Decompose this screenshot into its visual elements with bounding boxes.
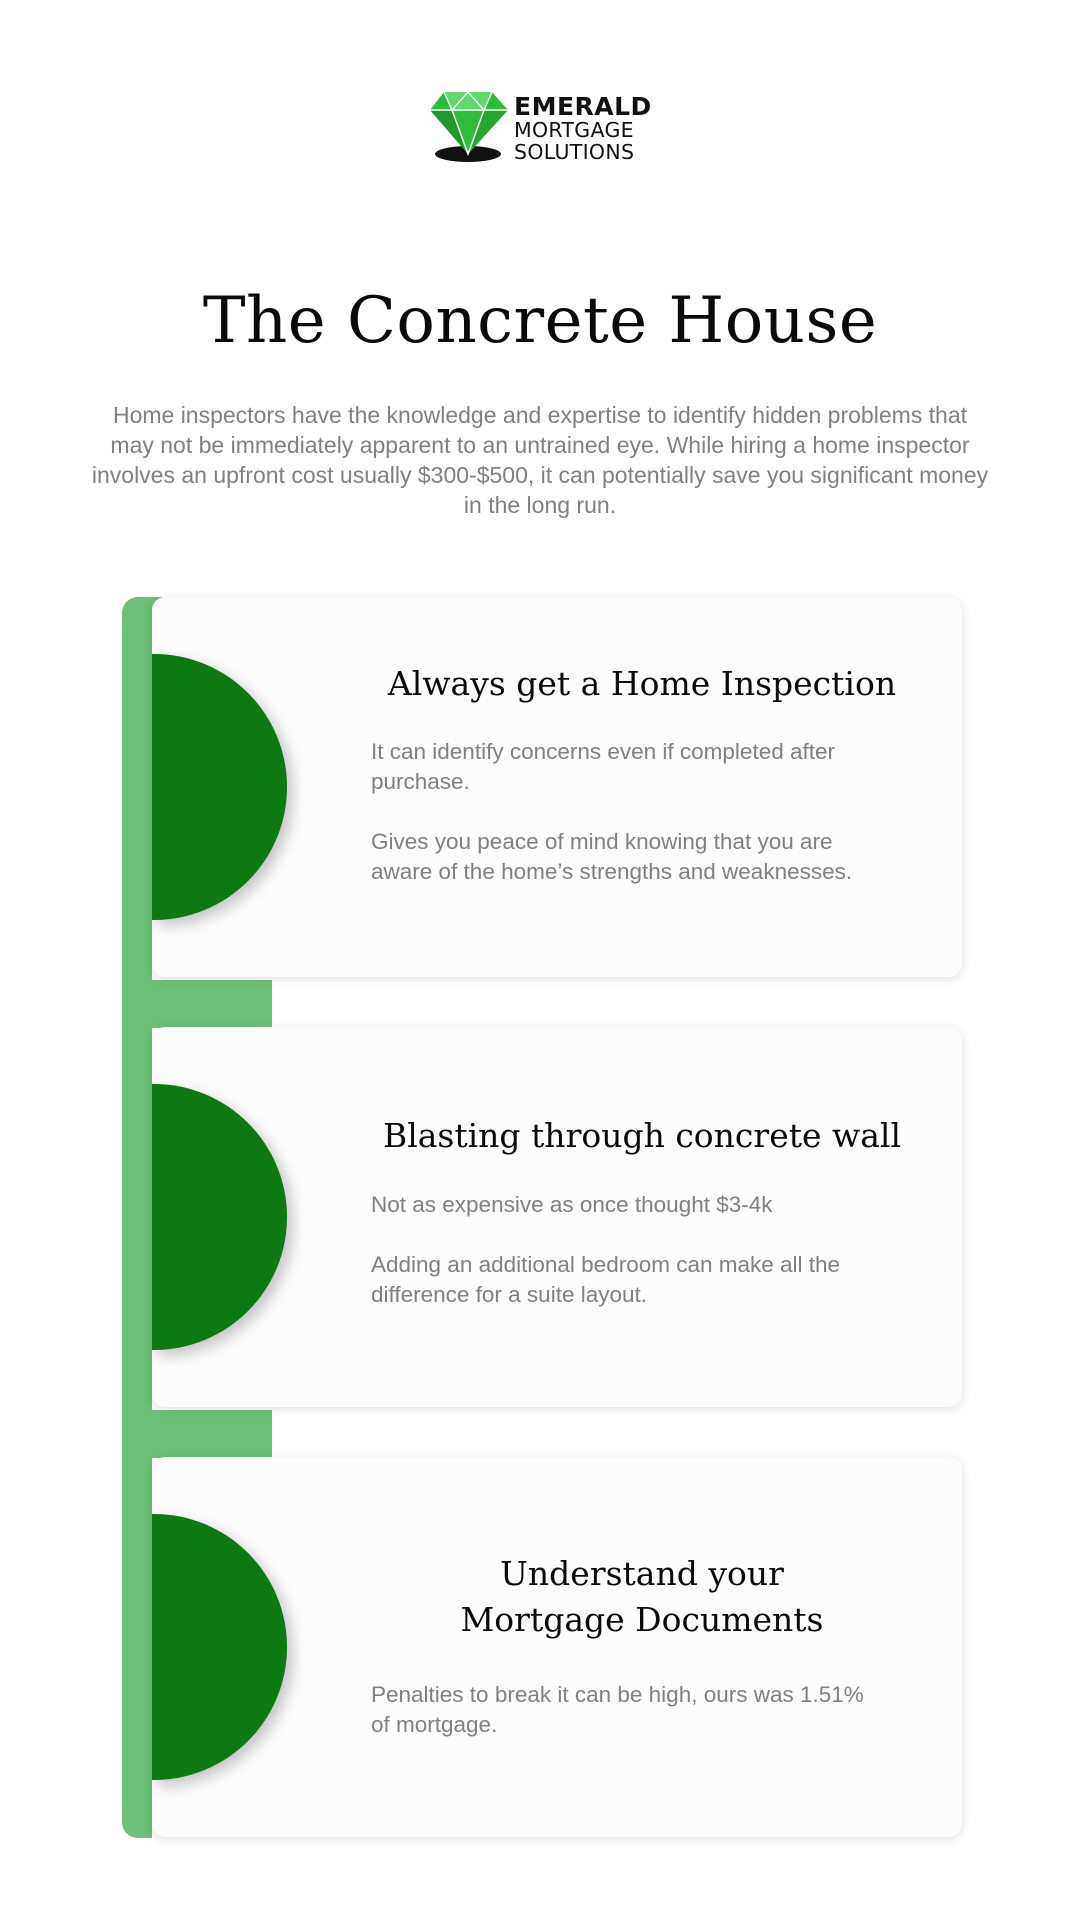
tip-card-concrete-wall: [152, 1027, 962, 1407]
card-title: [362, 1551, 922, 1643]
timeline-rail: [122, 620, 152, 1838]
page-title: The Concrete House: [202, 284, 878, 358]
card-paragraph: Penalties to break it can be high, ours was 1.51% of mortgage.: [371, 1682, 864, 1737]
card-title-line: Understand your: [500, 1554, 784, 1593]
card-accent-half-circle: [152, 654, 287, 920]
timeline-connector: [152, 980, 272, 1028]
card-title: Blasting through concrete wall: [382, 1116, 902, 1155]
brand-logo: [428, 90, 660, 164]
tip-card-mortgage-documents: [152, 1457, 962, 1837]
card-accent-half-circle: [152, 1514, 287, 1780]
brand-name-line3: SOLUTIONS: [514, 139, 635, 164]
card-paragraph: Gives you peace of mind knowing that you are aware of the home’s strengths and weaknesses.: [371, 829, 853, 884]
card-paragraph: Not as expensive as once thought $3-4k: [371, 1192, 773, 1217]
brand-wordmark: [514, 94, 652, 162]
card-body: [371, 1190, 881, 1340]
tip-card-home-inspection: [152, 597, 962, 977]
brand-name-line2: MORTGAGE: [514, 118, 634, 142]
emerald-gem-icon: [428, 90, 510, 164]
brand-name-line1: EMERALD: [514, 92, 652, 121]
card-title-line: Mortgage Documents: [460, 1600, 824, 1639]
card-title: Always get a Home Inspection: [387, 664, 897, 703]
intro-paragraph: Home inspectors have the knowledge and expertise to identify hidden problems that may not be immediately apparent to an untrained eye. While hiring a home inspector involves an upfront cost usually $300-$500, it can potentially save you significant money in the long run.: [91, 402, 989, 518]
card-paragraph: Adding an additional bedroom can make all the difference for a suite layout.: [371, 1252, 841, 1307]
card-body: [371, 1680, 881, 1770]
card-body: [371, 737, 881, 917]
timeline-connector: [152, 1410, 272, 1458]
card-paragraph: It can identify concerns even if completed after purchase.: [371, 739, 835, 794]
card-accent-half-circle: [152, 1084, 287, 1350]
